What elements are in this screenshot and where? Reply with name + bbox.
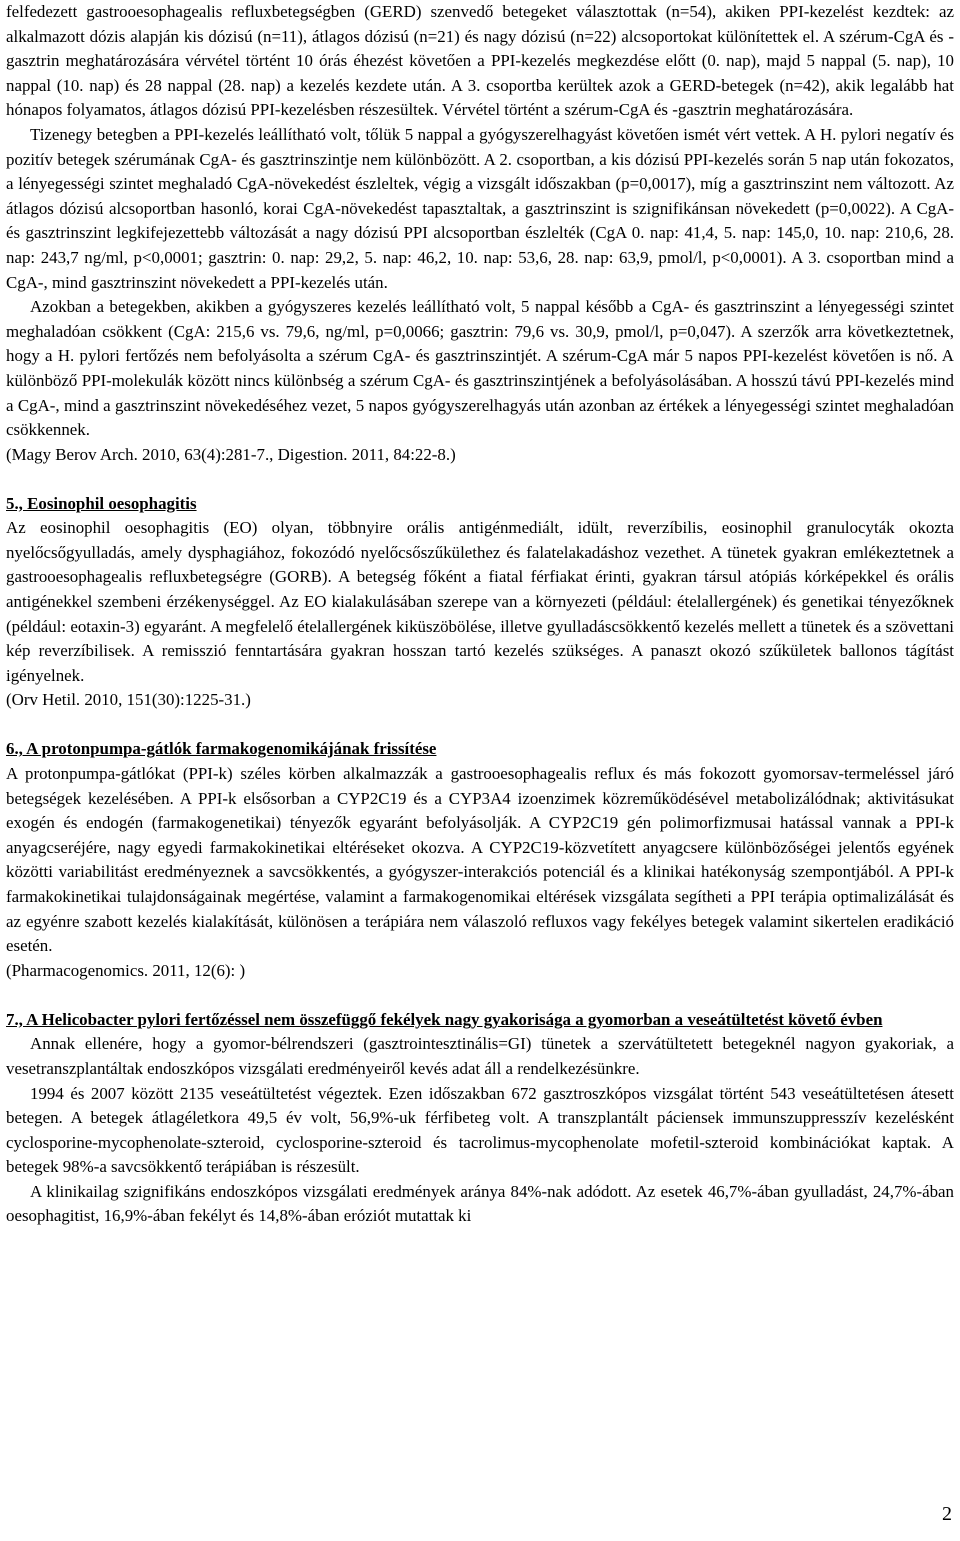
section4-paragraph-1: felfedezett gastrooesophagealis refluxbetegségben (GERD) szenvedő betegeket választottak (n=54), akiken PPI-kezelést kezdtek: az alkalmazott dózis alapján kis dózisú (n=11), átlagos dózisú (n=21) és nagy dózisú (n=22) alcsoportokat különítettek el. A szérum-CgA és -gasztrin meghatározására vérvétel történt 10 órás éhezést követően a PPI-kezelés megkezdése előtt (0. nap), majd 5 nappal (5. nap), 10 nappal (10. nap) és 28 nappal (28. nap) a kezelés kezdete után. A 3. csoportba kerültek azok a GERD-betegek (n=42), akik legalább hat hónapos folyamatos, átlagos dózisú PPI-kezelésben részesültek. Vérvétel történt a szérum-CgA és -gasztrin meghatározására. — [6, 2, 954, 120]
section6-reference: (Pharmacogenomics. 2011, 12(6): ) — [6, 960, 246, 980]
document-page — [6, 0, 954, 1229]
section5-reference: (Orv Hetil. 2010, 151(30):1225-31.) — [6, 690, 251, 710]
section4-reference: (Magy Berov Arch. 2010, 63(4):281-7., Digestion. 2011, 84:22-8.) — [6, 444, 456, 464]
section7-paragraph-1: Annak ellenére, hogy a gyomor-bélrendszeri (gasztrointesztinális=GI) tünetek a szervátültetett betegeknél nagyon gyakoriak, a vesetranszplantáltak endoszkópos vizsgálati eredményeiről kevés adat áll a rendelkezésünkre. — [6, 1034, 954, 1078]
section4-paragraph-2: Tizenegy betegben a PPI-kezelés leállítható volt, tőlük 5 nappal a gyógyszerelhagyást követően ismét vért vettek. A H. pylori negatív és pozitív betegek szérumának CgA- és gasztrinszintje nem különbözött. A 2. csoportban, a kis dózisú PPI-kezelés során 5 nap után fokozatos, a lényegességi szintet meghaladó CgA-növekedést észleltek, végig a vizsgált időszakban (p=0,0017), míg a gasztrinszint nem változott. Az átlagos dózisú alcsoportban hasonló, korai CgA-növekedést tapasztaltak, a gasztrinszint is szignifikánsan növekedett (p=0,0022). A CgA- és gasztrinszint legkifejezettebb változását a nagy dózisú PPI alcsoportban észlelték (CgA 0. nap: 41,4, 5. nap: 145,0, 10. nap: 210,6, 28. nap: 243,7 ng/ml, p<0,0001; gasztrin: 0. nap: 29,2, 5. nap: 46,2, 10. nap: 53,6, 28. nap: 63,9, pmol/l, p<0,0001). A 3. csoportban mind a CgA-, mind gasztrinszint növekedett a PPI-kezelés után. — [6, 124, 954, 292]
section6-heading: 6., A protonpumpa-gátlók farmakogenomikájának frissítése — [6, 739, 437, 759]
section7-paragraph-2: 1994 és 2007 között 2135 veseátültetést végeztek. Ezen időszakban 672 gasztroszkópos vizsgálat történt 543 veseátültetésen átesett betegen. A betegek átlagéletkora 49,5 év volt, 56,9%-uk férfibeteg volt. A transzplantált páciensek immunszuppresszív kezelésként cyclosporine-mycophenolate-szteroid, cyclosporine-szteroid és tacrolimus-mycophenolate mofetil-szteroid kombinációkat kaptak. A betegek 98%-a savcsökkentő terápiában is részesült. — [6, 1083, 954, 1177]
section4-paragraph-3: Azokban a betegekben, akikben a gyógyszeres kezelés leállítható volt, 5 nappal később a CgA- és gasztrinszint a lényegességi szintet meghaladóan csökkent (CgA: 215,6 vs. 79,6, ng/ml, p=0,0066; gasztrin: 79,6 vs. 30,9, pmol/l, p=0,047). A szerzők arra következtetnek, hogy a H. pylori fertőzés nem befolyásolta a szérum CgA- és gasztrinszintjét. A szérum-CgA már 5 napos PPI-kezelést követően is nő. A különböző PPI-molekulák között nincs különbség a szérum CgA- és gasztrinszintjének a befolyásolásában. A hosszú távú PPI-kezelés mind a CgA-, mind a gasztrinszint növekedéséhez vezet, 5 napos gyógyszerelhagyás után azonban az értékek a lényegességi szintet meghaladóan csökkennek. — [6, 297, 954, 440]
section7-paragraph-3: A klinikailag szignifikáns endoszkópos vizsgálati eredmények aránya 84%-nak adódott. Az esetek 46,7%-ában gyulladást, 24,7%-ában oesophagitist, 16,9%-ában fekélyt és 14,8%-ában eróziót mutattak ki — [6, 1181, 954, 1226]
section6-paragraph-1: A protonpumpa-gátlókat (PPI-k) széles körben alkalmazzák a gastrooesophagealis reflux és más fokozott gyomorsav-termeléssel járó betegségek kezelésében. A PPI-k elsősorban a CYP2C19 és a CYP3A4 izoenzimek közreműködésével metabolizálódnak; aktivitásukat exogén és endogén (farmakogenetikai) tényezők egyaránt befolyásolják. A CYP2C19 gén polimorfizmusai hatással vannak a PPI-k anyagcseréjére, nagy egyedi farmakokinetikai eltéréseket okozva. A CYP2C19-közvetített anyagcsere különbözőségei jelentős egyének közötti variabilitást eredményeznek a savcsökkentés, a gyógyszer-interakciós potenciál és a klinikai hatékonyság szempontjából. A PPI-k farmakokinetikai tulajdonságainak megértése, valamint a farmakogenomikai eltérések vizsgálata segítheti a PPI terápia optimalizálását és az egyénre szabott kezelés kialakítását, különösen a terápiára nem válaszoló refluxos vagy fekélyes betegek valamint sikertelen eradikáció esetén. — [6, 764, 954, 956]
page-number: 2 — [942, 1503, 952, 1525]
section5-heading: 5., Eosinophil oesophagitis — [6, 493, 197, 513]
section5-paragraph-1: Az eosinophil oesophagitis (EO) olyan, többnyire orális antigénmediált, idült, reverzíbilis, eosinophil granulocyták okozta nyelőcsőgyulladás, amely dysphagiához, fokozódó nyelőcsőszűkülethez és falatelakadáshoz vezethet. A tünetek gyakran emlékeztetnek a gastrooesophagealis refluxbetegségre (GORB). A betegség főként a fiatal férfiakat érinti, gyakran társul atópiás kórképekkel és orális antigénekkel szembeni érzékenységgel. Az EO kialakulásában szerepe van a környezeti (például: ételallergének) és genetikai tényezőknek (például: eotaxin-3) egyaránt. A megfelelő ételallergének kiküszöbölése, illetve gyulladáscsökkentő kezelés mellett a tünetek és a szövettani kép reverzíbilisek. A remisszió fenntartására gyakran hosszan tartó kezelés szükséges. A panaszt okozó szűkületek ballonos tágítást igényelnek. — [6, 518, 954, 685]
section7-heading: 7., A Helicobacter pylori fertőzéssel nem összefüggő fekélyek nagy gyakorisága a gyomorban a veseátültetést követő évben — [6, 1009, 883, 1029]
